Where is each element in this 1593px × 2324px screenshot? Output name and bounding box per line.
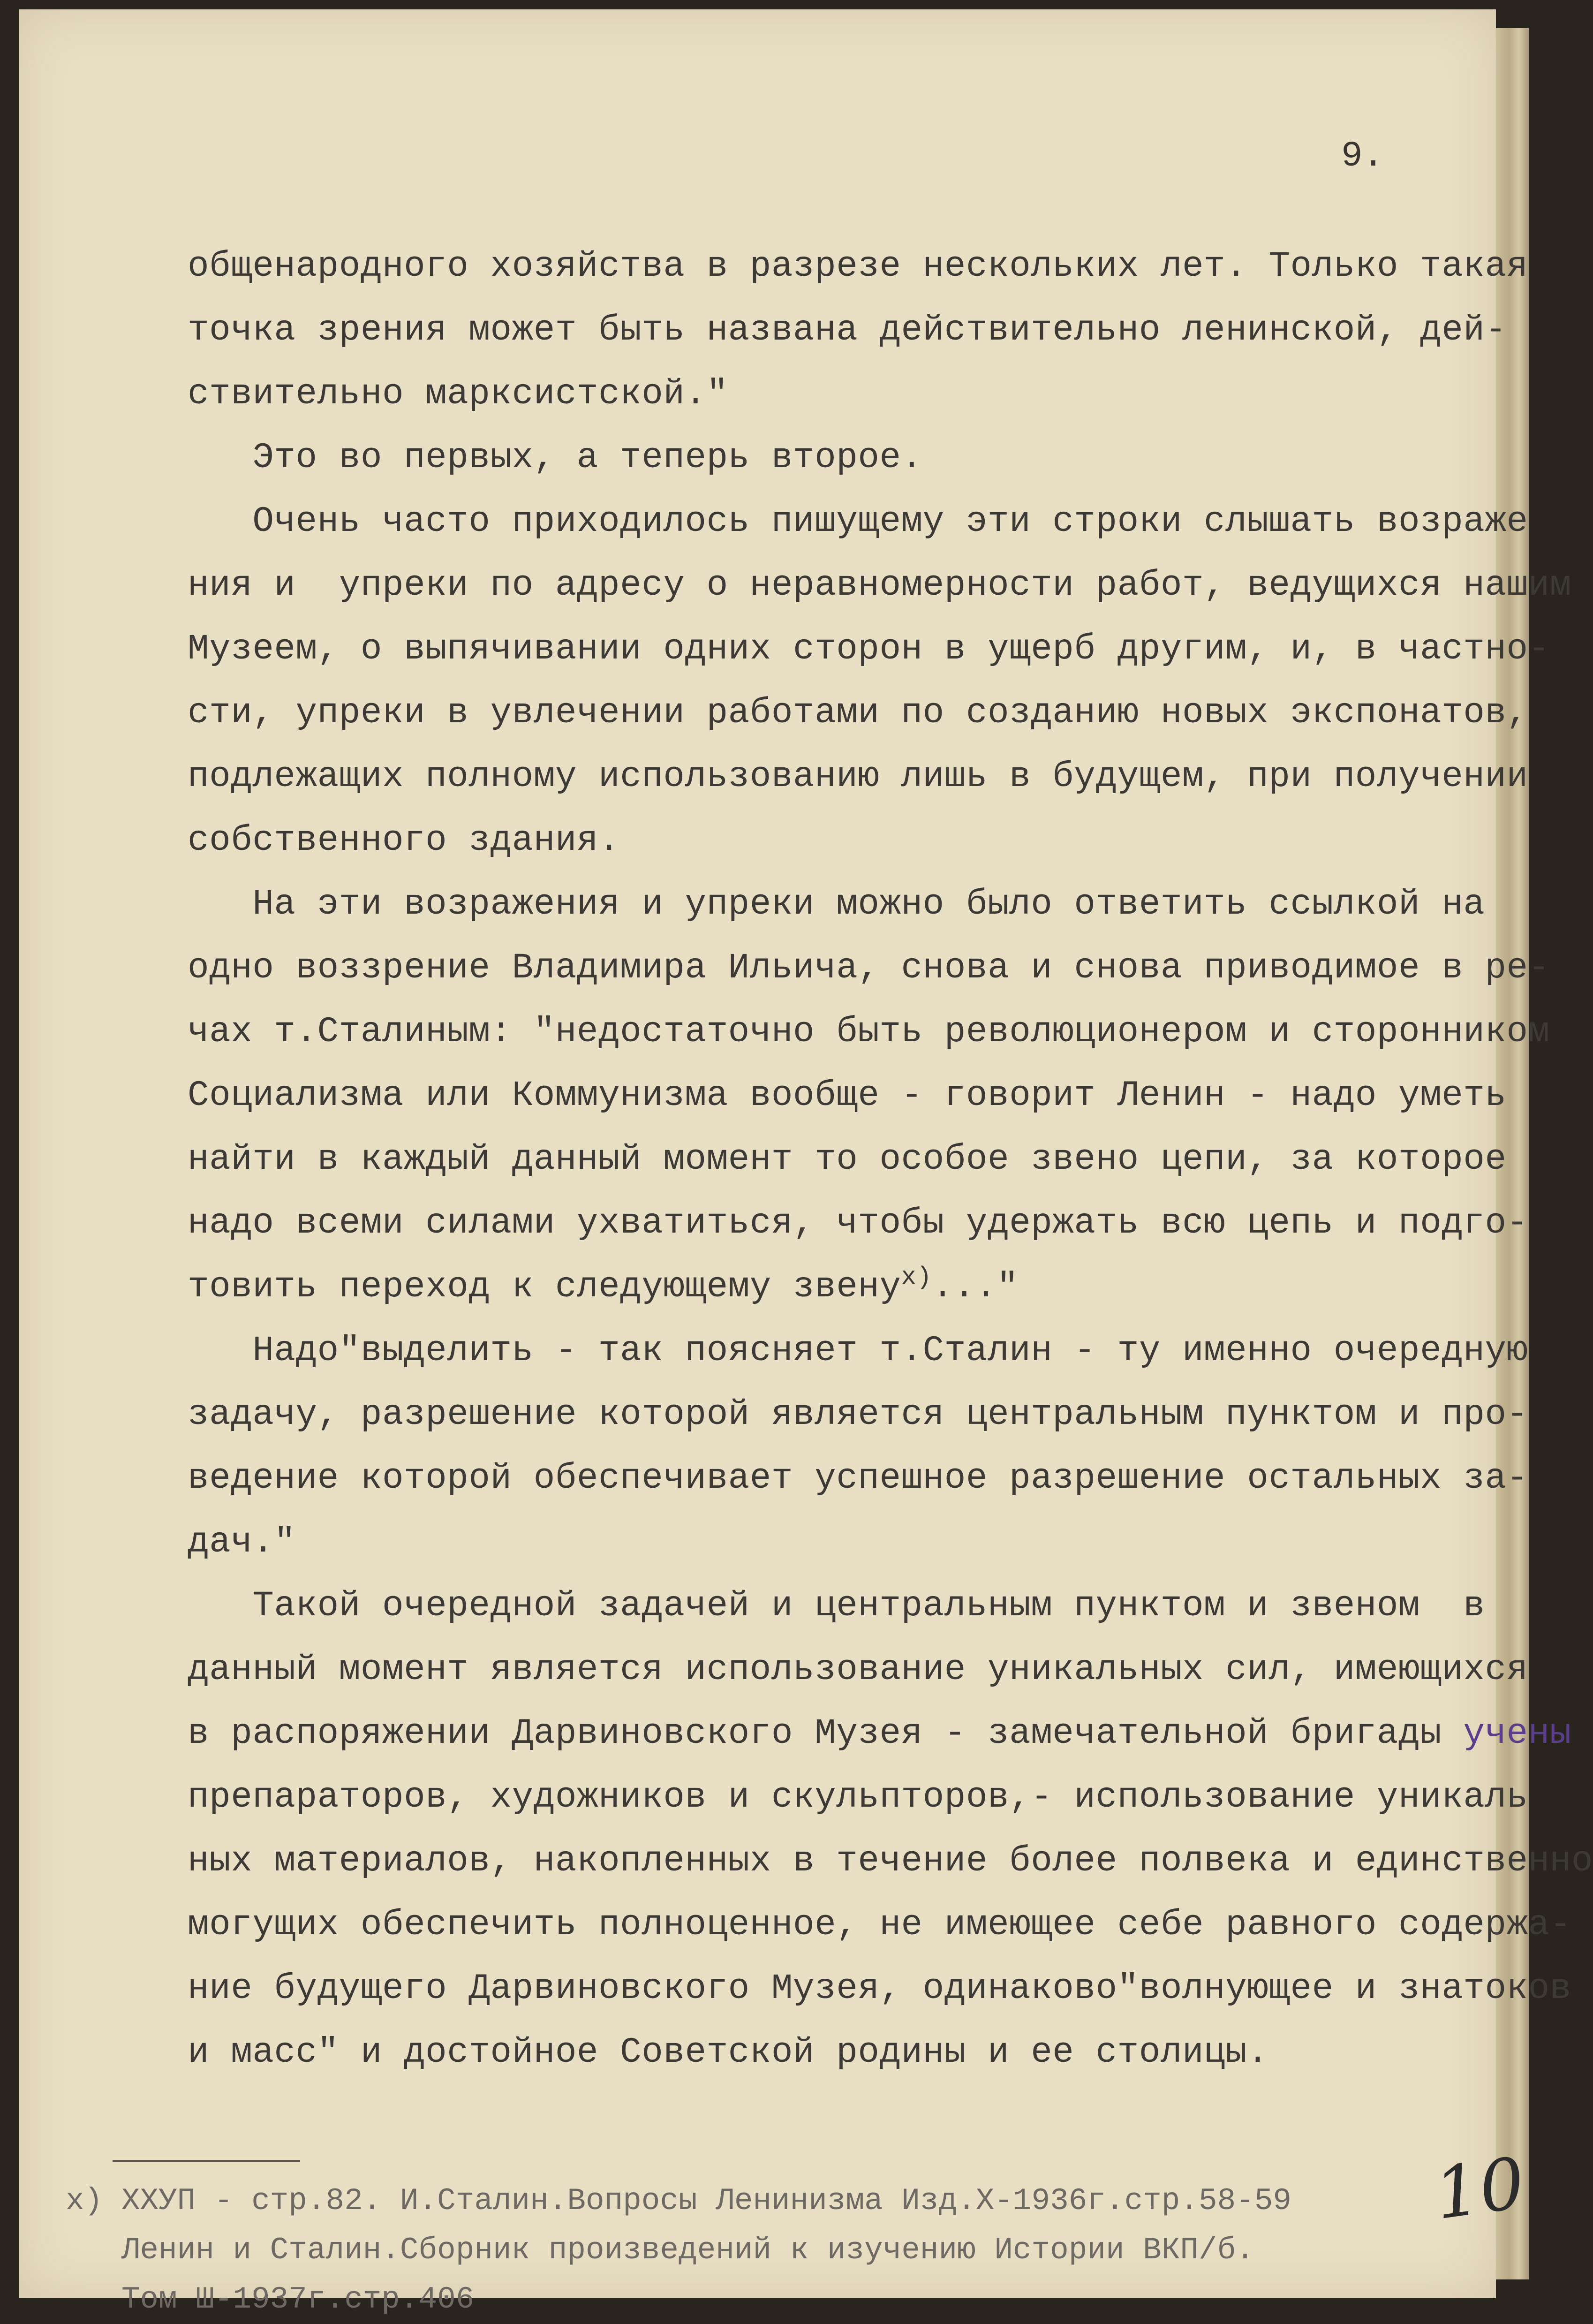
purple-typed-word: учены	[1463, 1713, 1571, 1754]
text-line: задачу, разрешение которой является центральным пунктом и про-	[188, 1394, 1528, 1435]
text-line	[188, 1702, 1571, 1765]
text-line: ведение которой обеспечивает успешное разрешение остальных за-	[188, 1458, 1528, 1499]
text-line: ние будущего Дарвиновского Музея, одинаково"волнующее и знатоков	[188, 1968, 1571, 2009]
text-line: сти, упреки в увлечении работами по созданию новых экспонатов,	[188, 693, 1528, 733]
text-segment: товить переход к следующему звену	[188, 1267, 901, 1307]
footnotes	[66, 2176, 1472, 2324]
footnote-line: x) XXУП - стр.82. И.Сталин.Вопросы Ленинизма Изд.X-1936г.стр.58-59	[66, 2183, 1292, 2218]
text-line: ных материалов, накопленных в течение более полвека и единственно	[188, 1841, 1593, 1881]
text-line: могущих обеспечить полноценное, не имеющее себе равного содержа-	[188, 1905, 1571, 1945]
text-line: Музеем, о выпячивании одних сторон в ущерб другим, и, в частно-	[188, 629, 1550, 669]
text-line: чах т.Сталиным: "недостаточно быть революционером и сторонником	[188, 1012, 1550, 1052]
footnote-marker: x)	[901, 1263, 932, 1292]
text-line: Социализма или Коммунизма вообще - говорит Ленин - надо уметь	[188, 1075, 1507, 1116]
text-line: ния и упреки по адресу о неравномерности работ, ведущихся нашим	[188, 565, 1571, 606]
text-line: Надо"выделить - так поясняет т.Сталин - ту именно очередную	[188, 1331, 1528, 1371]
document-page	[19, 9, 1593, 2317]
footnote-line: Ленин и Сталин.Сборник произведений к изучению Истории ВКП/б.	[66, 2233, 1254, 2268]
text-line: ствительно марксистской."	[188, 374, 728, 414]
text-line: На эти возражения и упреки можно было ответить ссылкой на	[188, 884, 1485, 924]
text-line: точка зрения может быть названа действительно ленинской, дей-	[188, 310, 1507, 350]
text-line	[188, 1255, 1524, 1319]
footnote-line: Том Ш-1937г.стр.406	[66, 2282, 475, 2317]
text-line: данный момент является использование уникальных сил, имеющихся	[188, 1650, 1528, 1690]
text-segment: в распоряжении Дарвиновского Музея - замечательной бригады	[188, 1713, 1464, 1754]
footnote-divider	[113, 2160, 300, 2162]
text-line: надо всеми силами ухватиться, чтобы удержать всю цепь и подго-	[188, 1203, 1528, 1243]
text-segment: ..."	[932, 1267, 1019, 1307]
text-line: собственного здания.	[188, 820, 620, 861]
text-line: общенародного хозяйства в разрезе нескольких лет. Только такая	[188, 246, 1528, 287]
text-line: одно воззрение Владимира Ильича, снова и снова приводимое в ре-	[188, 948, 1550, 988]
text-line: подлежащих полному использованию лишь в будущем, при получении	[188, 757, 1528, 797]
handwritten-folio-number: 10	[1429, 2142, 1530, 2236]
text-line: дач."	[188, 1522, 296, 1562]
text-line: и масс" и достойное Советской родины и ее столицы.	[188, 2032, 1269, 2073]
text-line: Такой очередной задачей и центральным пунктом и звеном в	[188, 1586, 1485, 1626]
text-line: препараторов, художников и скульпторов,- использование уникаль	[188, 1777, 1528, 1817]
text-line: найти в каждый данный момент то особое звено цепи, за которое	[188, 1139, 1507, 1180]
page-number: 9.	[1341, 136, 1384, 176]
text-line: Это во первых, а теперь второе.	[188, 438, 923, 478]
text-line: Очень часто приходилось пишущему эти строки слышать возраже	[188, 501, 1528, 542]
body-text	[188, 235, 1593, 2084]
